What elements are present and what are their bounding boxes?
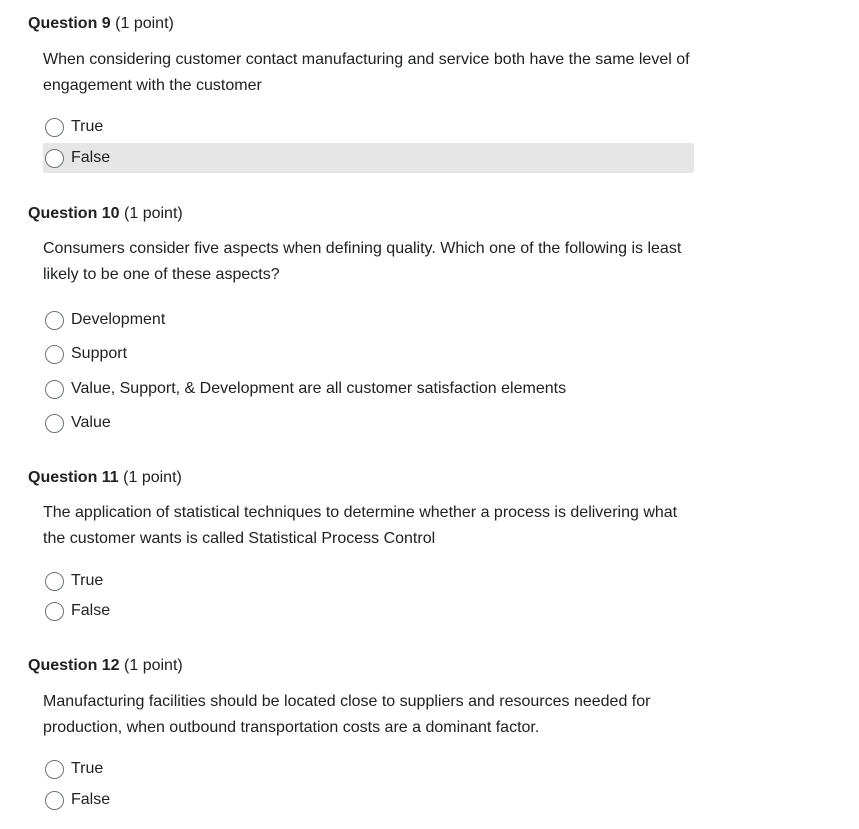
radio-button[interactable] [45, 380, 64, 399]
question-title [28, 468, 182, 488]
question-title [28, 204, 183, 224]
question-points: (1 point) [123, 469, 182, 486]
option-false[interactable] [43, 785, 694, 815]
radio-button[interactable] [45, 760, 64, 779]
option-development[interactable] [43, 305, 694, 335]
question-number: Question 11 [28, 469, 119, 486]
option-label: Value [71, 414, 111, 431]
option-label: Value, Support, & Development are all customer satisfaction elements [71, 380, 567, 397]
option-label: Development [71, 311, 166, 328]
radio-button[interactable] [45, 345, 64, 364]
radio-button[interactable] [45, 791, 64, 810]
option-label: True [71, 760, 104, 777]
question-text: When considering customer contact manufacturing and service both have the same level of engagement with the customer [43, 51, 690, 94]
option-support[interactable] [43, 339, 694, 369]
option-true[interactable] [43, 754, 694, 784]
option-label: False [71, 602, 111, 619]
option-true[interactable] [43, 566, 694, 596]
option-true[interactable] [43, 112, 694, 142]
radio-button[interactable] [45, 572, 64, 591]
question-number: Question 10 [28, 205, 120, 222]
option-false[interactable] [43, 143, 694, 173]
question-title [28, 656, 183, 676]
radio-button[interactable] [45, 602, 64, 621]
question-points: (1 point) [124, 657, 183, 674]
option-false[interactable] [43, 596, 694, 626]
question-text: Consumers consider five aspects when defining quality. Which one of the following is least likely to be one of these aspects? [43, 240, 682, 283]
question-title [28, 14, 174, 34]
radio-button[interactable] [45, 149, 64, 168]
option-label: Support [71, 345, 128, 362]
radio-button[interactable] [45, 414, 64, 433]
option-all-elements[interactable] [43, 374, 694, 404]
radio-button[interactable] [45, 311, 64, 330]
question-points: (1 point) [115, 15, 174, 32]
option-label: True [71, 118, 104, 135]
question-points: (1 point) [124, 205, 183, 222]
question-number: Question 9 [28, 15, 111, 32]
radio-button[interactable] [45, 118, 64, 137]
question-number: Question 12 [28, 657, 120, 674]
question-text: The application of statistical techniques to determine whether a process is delivering what the customer wants is called Statistical Process Control [43, 504, 678, 547]
option-label: True [71, 572, 104, 589]
question-text: Manufacturing facilities should be located close to suppliers and resources needed for production, when outbound transportation costs are a dominant factor. [43, 693, 651, 736]
option-label: False [71, 791, 111, 808]
option-value[interactable] [43, 408, 694, 438]
option-label: False [71, 149, 111, 166]
